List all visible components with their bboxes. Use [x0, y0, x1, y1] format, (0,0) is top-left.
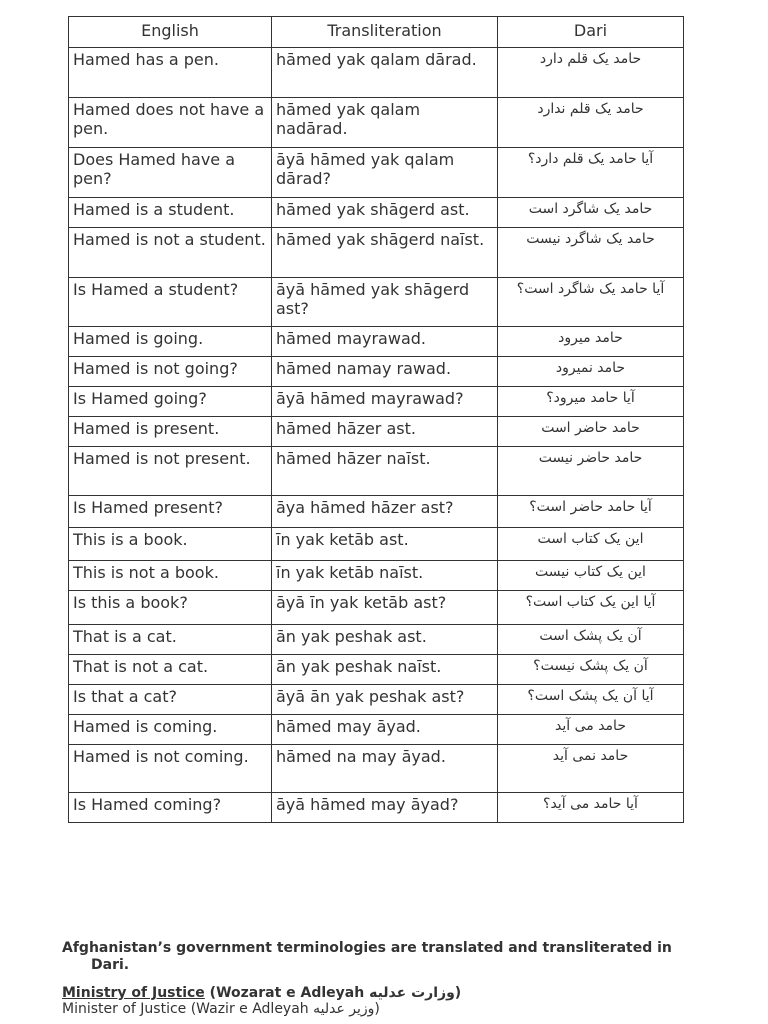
- cell-dari: آیا حامد حاضر است؟: [498, 496, 684, 528]
- table-row: [69, 561, 684, 591]
- cell-transliteration: hāmed hāzer naīst.: [272, 447, 498, 496]
- cell-english: Hamed has a pen.: [69, 48, 272, 98]
- cell-english: Hamed does not have a pen.: [69, 98, 272, 148]
- table-row: [69, 447, 684, 496]
- cell-transliteration: hāmed yak shāgerd ast.: [272, 198, 498, 228]
- cell-english: Is Hamed going?: [69, 387, 272, 417]
- cell-dari: این یک کتاب نیست: [498, 561, 684, 591]
- cell-transliteration: hāmed may āyad.: [272, 715, 498, 745]
- cell-english: Hamed is coming.: [69, 715, 272, 745]
- cell-transliteration: ān yak peshak ast.: [272, 625, 498, 655]
- table-row: [69, 591, 684, 625]
- cell-dari: حامد یک شاگرد است: [498, 198, 684, 228]
- cell-dari: حامد یک قلم ندارد: [498, 98, 684, 148]
- cell-english: Hamed is not present.: [69, 447, 272, 496]
- cell-dari: حامد می آید: [498, 715, 684, 745]
- cell-dari: آن یک پشک نیست؟: [498, 655, 684, 685]
- cell-dari: آیا حامد یک شاگرد است؟: [498, 278, 684, 327]
- cell-english: This is not a book.: [69, 561, 272, 591]
- table-row: [69, 278, 684, 327]
- table-row: [69, 685, 684, 715]
- cell-dari: آیا آن یک پشک است؟: [498, 685, 684, 715]
- minister-line: Minister of Justice (Wazir e Adleyah وزیر عدلیه): [62, 1001, 380, 1017]
- cell-transliteration: hāmed yak shāgerd naīst.: [272, 228, 498, 278]
- table-row: [69, 148, 684, 198]
- table-row: [69, 387, 684, 417]
- table-row: [69, 327, 684, 357]
- table-body: [69, 48, 684, 823]
- cell-english: Does Hamed have a pen?: [69, 148, 272, 198]
- cell-english: That is a cat.: [69, 625, 272, 655]
- cell-dari: حامد یک شاگرد نیست: [498, 228, 684, 278]
- cell-transliteration: āyā hāmed yak qalam dārad?: [272, 148, 498, 198]
- cell-english: Is this a book?: [69, 591, 272, 625]
- table-row: [69, 745, 684, 793]
- cell-transliteration: āya hāmed hāzer ast?: [272, 496, 498, 528]
- cell-transliteration: hāmed hāzer ast.: [272, 417, 498, 447]
- cell-transliteration: āyā īn yak ketāb ast?: [272, 591, 498, 625]
- cell-transliteration: hāmed yak qalam nadārad.: [272, 98, 498, 148]
- terminology-note: [62, 940, 702, 974]
- cell-transliteration: ān yak peshak naīst.: [272, 655, 498, 685]
- column-header-english: English: [69, 17, 272, 48]
- cell-transliteration: hāmed yak qalam dārad.: [272, 48, 498, 98]
- cell-english: Hamed is not coming.: [69, 745, 272, 793]
- table-row: [69, 715, 684, 745]
- cell-english: Is that a cat?: [69, 685, 272, 715]
- cell-dari: آیا حامد میرود؟: [498, 387, 684, 417]
- cell-transliteration: īn yak ketāb naīst.: [272, 561, 498, 591]
- table-row: [69, 48, 684, 98]
- cell-english: That is not a cat.: [69, 655, 272, 685]
- cell-transliteration: hāmed mayrawad.: [272, 327, 498, 357]
- table-header-row: [69, 17, 684, 48]
- table-row: [69, 417, 684, 447]
- cell-dari: حامد نمیرود: [498, 357, 684, 387]
- cell-dari: آیا حامد یک قلم دارد؟: [498, 148, 684, 198]
- cell-transliteration: āyā hāmed yak shāgerd ast?: [272, 278, 498, 327]
- table-row: [69, 793, 684, 823]
- cell-transliteration: hāmed namay rawad.: [272, 357, 498, 387]
- cell-dari: حامد حاضر نیست: [498, 447, 684, 496]
- cell-english: Hamed is a student.: [69, 198, 272, 228]
- cell-transliteration: āyā hāmed may āyad?: [272, 793, 498, 823]
- cell-dari: حامد حاضر است: [498, 417, 684, 447]
- table-row: [69, 198, 684, 228]
- table-row: [69, 357, 684, 387]
- ministry-name: Ministry of Justice: [62, 985, 205, 1001]
- cell-dari: حامد نمی آید: [498, 745, 684, 793]
- table-row: [69, 98, 684, 148]
- table-row: [69, 625, 684, 655]
- cell-transliteration: āyā hāmed mayrawad?: [272, 387, 498, 417]
- cell-english: Hamed is present.: [69, 417, 272, 447]
- cell-dari: حامد یک قلم دارد: [498, 48, 684, 98]
- cell-english: Is Hamed coming?: [69, 793, 272, 823]
- cell-transliteration: hāmed na may āyad.: [272, 745, 498, 793]
- column-header-dari: Dari: [498, 17, 684, 48]
- vocabulary-table: [68, 16, 684, 823]
- cell-english: This is a book.: [69, 528, 272, 561]
- terminology-note-line2: Dari.: [91, 957, 130, 973]
- ministry-heading: [62, 985, 702, 1002]
- cell-transliteration: āyā ān yak peshak ast?: [272, 685, 498, 715]
- cell-dari: حامد میرود: [498, 327, 684, 357]
- cell-dari: این یک کتاب است: [498, 528, 684, 561]
- cell-dari: آن یک پشک است: [498, 625, 684, 655]
- table-row: [69, 228, 684, 278]
- table-row: [69, 528, 684, 561]
- cell-dari: آیا این یک کتاب است؟: [498, 591, 684, 625]
- cell-english: Hamed is going.: [69, 327, 272, 357]
- column-header-transliteration: Transliteration: [272, 17, 498, 48]
- table-row: [69, 655, 684, 685]
- table-row: [69, 496, 684, 528]
- cell-english: Is Hamed present?: [69, 496, 272, 528]
- ministry-translation: (Wozarat e Adleyah وزارت عدلیه): [204, 985, 462, 1001]
- cell-english: Hamed is not going?: [69, 357, 272, 387]
- cell-english: Is Hamed a student?: [69, 278, 272, 327]
- cell-english: Hamed is not a student.: [69, 228, 272, 278]
- cell-dari: آیا حامد می آید؟: [498, 793, 684, 823]
- terminology-note-line1: Afghanistan’s government terminologies are translated and transliterated in: [62, 940, 672, 956]
- cell-transliteration: īn yak ketāb ast.: [272, 528, 498, 561]
